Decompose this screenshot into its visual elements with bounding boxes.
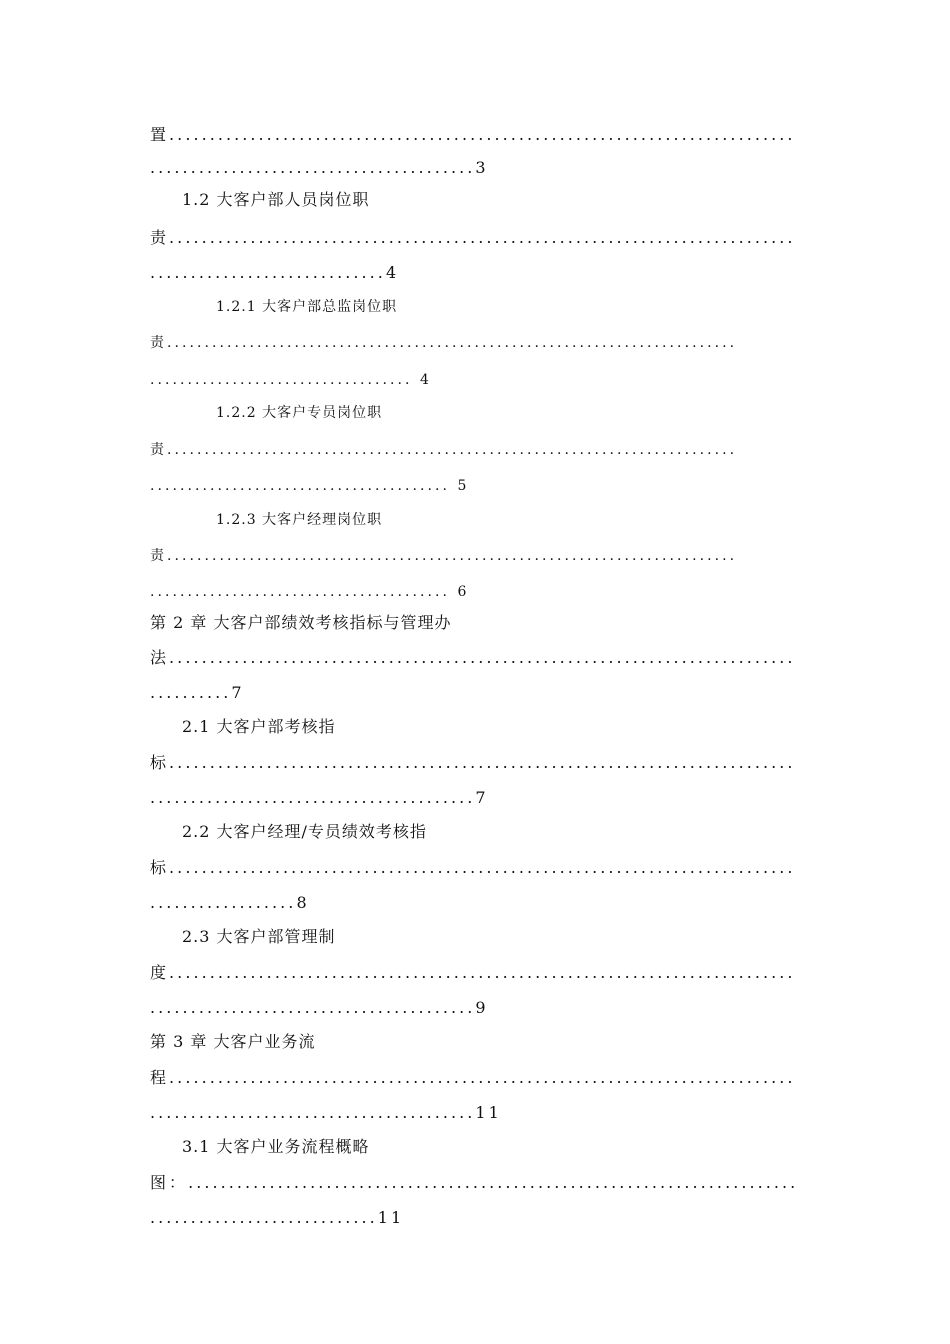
toc-line: 责............................................................................ [150,548,738,564]
toc-heading[interactable]: 2.3 大客户部管理制 [182,927,336,946]
toc-line: ........................................7 [150,788,489,807]
toc-line: .............................4 [150,263,400,282]
toc-line: ........................................ 5 [150,478,470,494]
toc-line: 度............................................................................. [150,963,796,982]
toc-line: 法............................................................................. [150,648,796,667]
toc-chapter-heading[interactable]: 第 2 章 大客户部绩效考核指标与管理办 [150,613,452,632]
toc-line: ..........7 [150,683,245,702]
toc-heading[interactable]: 3.1 大客户业务流程概略 [182,1137,370,1156]
toc-line: 标............................................................................. [150,858,796,877]
toc-line: ........................................9 [150,998,489,1017]
toc-line: ........................................ 6 [150,584,470,600]
toc-heading[interactable]: 1.2 大客户部人员岗位职 [182,190,370,209]
toc-line: 标............................................................................. [150,753,796,772]
toc-line: ........................................3 [150,158,489,177]
toc-heading[interactable]: 1.2.1 大客户部总监岗位职 [216,299,398,315]
toc-line: 程............................................................................. [150,1068,796,1087]
toc-line: ............................11 [150,1208,405,1227]
toc-line: ................................... 4 [150,372,432,388]
toc-line: 责............................................................................ [150,335,738,351]
toc-line: 责............................................................................. [150,228,796,247]
toc-line: ..................8 [150,893,310,912]
toc-heading[interactable]: 2.1 大客户部考核指 [182,717,336,736]
toc-chapter-heading[interactable]: 第 3 章 大客户业务流 [150,1032,316,1051]
toc-heading[interactable]: 2.2 大客户经理/专员绩效考核指 [182,822,427,841]
toc-line: 责............................................................................ [150,442,738,458]
toc-line: 图：........................................................................... [150,1173,799,1192]
toc-heading[interactable]: 1.2.3 大客户经理岗位职 [216,512,383,528]
toc-line: 置............................................................................. [150,125,796,144]
toc-line: ........................................11 [150,1103,502,1122]
toc-heading[interactable]: 1.2.2 大客户专员岗位职 [216,405,383,421]
